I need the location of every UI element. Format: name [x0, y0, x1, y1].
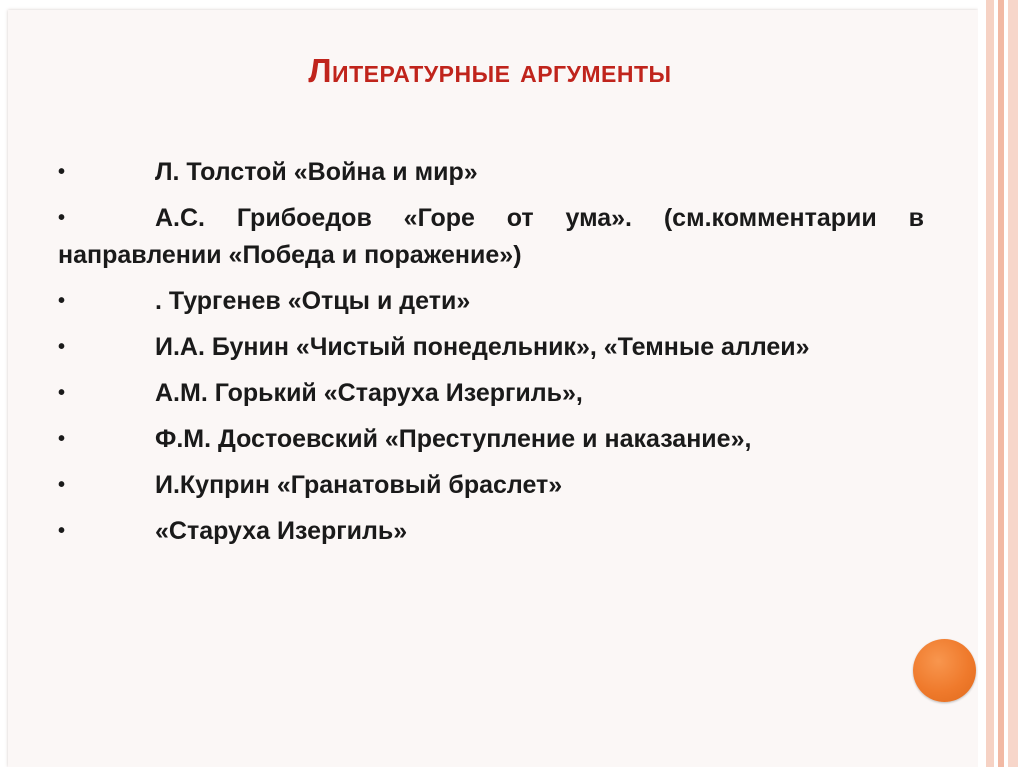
- bullet-icon: •: [58, 520, 66, 542]
- bullet-icon: •: [58, 382, 66, 404]
- list-item: [58, 200, 924, 274]
- list-item-text: А.С. Грибоедов «Горе от ума». (см.комментарии в направлении «Победа и поражение»): [58, 204, 924, 269]
- list-item: [58, 329, 924, 366]
- list-item: [58, 421, 924, 458]
- list-item: [58, 375, 924, 412]
- bullet-icon: •: [58, 336, 66, 358]
- list-item-text: Ф.М. Достоевский «Преступление и наказание»,: [155, 425, 752, 453]
- list-item-text: «Старуха Изергиль»: [155, 517, 408, 545]
- decorative-side-stripes: [978, 0, 1024, 767]
- bullet-icon: •: [58, 161, 66, 183]
- list-item-text: . Тургенев «Отцы и дети»: [155, 287, 471, 315]
- list-item-text: И.Куприн «Гранатовый браслет»: [155, 471, 563, 499]
- list-item: [58, 283, 924, 320]
- list-item-text: А.М. Горький «Старуха Изергиль»,: [155, 379, 583, 407]
- bullet-icon: •: [58, 207, 66, 229]
- list-item: [58, 467, 924, 504]
- arguments-list: [58, 154, 924, 559]
- list-item-text: Л. Толстой «Война и мир»: [155, 158, 478, 186]
- list-item: [58, 154, 924, 191]
- slide-title: Литературные аргументы: [308, 52, 672, 89]
- list-item: [58, 513, 924, 550]
- list-item-text: И.А. Бунин «Чистый понедельник», «Темные аллеи»: [155, 333, 810, 361]
- bullet-icon: •: [58, 428, 66, 450]
- bullet-icon: •: [58, 474, 66, 496]
- bullet-icon: •: [58, 290, 66, 312]
- decorative-orange-circle: [913, 639, 976, 702]
